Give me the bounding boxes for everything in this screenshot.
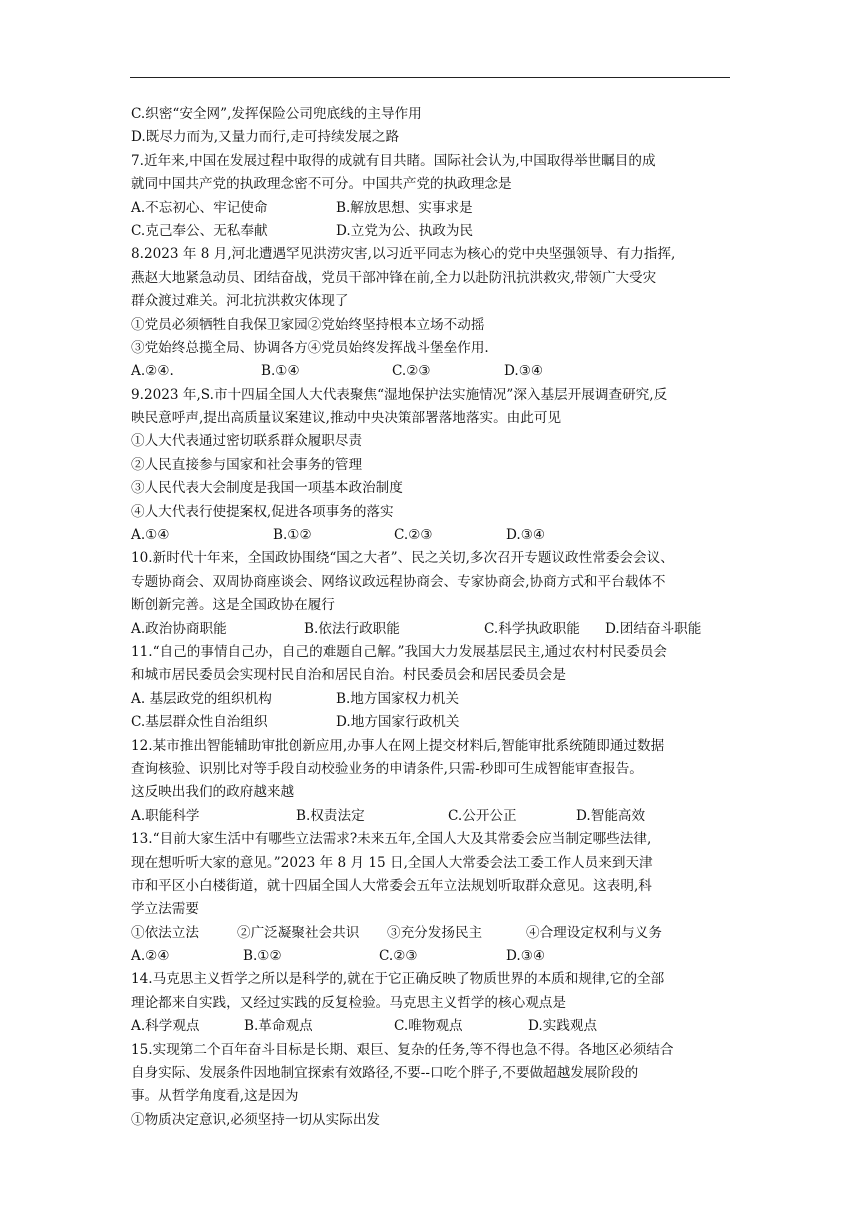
option-item: B.解放思想、实事求是	[336, 199, 473, 216]
text-line: 查询核验、识别比对等手段自动校验业务的申请条件,只需-秒即可生成智能审查报告。	[131, 760, 643, 777]
option-row	[131, 945, 731, 968]
option-item: B.地方国家权力机关	[336, 690, 460, 707]
option-item: ②广泛凝聚社会共识	[237, 924, 360, 941]
option-item: ③充分发扬民主	[387, 924, 483, 941]
text-line: 15.实现第二个百年奋斗目标是长期、艰巨、复杂的任务,等不得也急不得。各地区必须结合	[131, 1041, 674, 1058]
option-item: D.实践观点	[528, 1018, 598, 1035]
text-line: ③人民代表大会制度是我国一项基本政治制度	[131, 480, 403, 497]
option-item: C.公开公正	[448, 807, 517, 824]
option-item: A.②④.	[131, 363, 174, 380]
option-row	[131, 805, 731, 828]
option-item: A.不忘初心、牢记使命	[131, 199, 268, 216]
text-line: ②人民直接参与国家和社会事务的管理	[131, 456, 363, 473]
text-line: 就同中国共产党的执政理念密不可分。中国共产党的执政理念是	[131, 176, 512, 193]
text-line: 10.新时代十年来，全国政协围绕“国之大者”、民之关切,多次召开专题议政性常委会会议、	[131, 550, 674, 567]
text-line: 事。从哲学角度看,这是因为	[131, 1088, 299, 1105]
text-line: 11.“自己的事情自己办，自己的难题自己解。”我国大力发展基层民主,通过农村村民委员会	[131, 643, 668, 660]
text-line: C.织密“安全网”,发挥保险公司兜底线的主导作用	[131, 106, 422, 122]
option-item: A.政治协商职能	[131, 620, 227, 637]
option-item: C.基层群众性自治组织	[131, 714, 268, 731]
option-item: A.职能科学	[131, 807, 200, 824]
header-rule	[130, 77, 730, 78]
option-item: D.地方国家行政机关	[336, 714, 460, 731]
option-row	[131, 618, 731, 641]
option-item: A.①④	[131, 527, 170, 544]
text-line: 14.马克思主义哲学之所以是科学的,就在于它正确反映了物质世界的本质和规律,它的全部	[131, 971, 665, 988]
text-line: 8.2023 年 8 月,河北遭遇罕见洪涝灾害,以习近平同志为核心的党中央坚强领导、有力指挥,	[131, 246, 676, 263]
text-line: 专题协商会、双周协商座谈会、网络议政远程协商会、专家协商会,协商方式和平台载体不	[131, 573, 666, 590]
text-line: 燕赵大地紧急动员、团结奋战，党员干部冲锋在前,全力以赴防汛抗洪救灾,带领广大受灾	[131, 269, 657, 286]
option-item: ①依法立法	[131, 924, 199, 941]
document-body	[131, 103, 731, 1132]
option-item: D.智能高效	[576, 807, 646, 824]
option-row	[131, 688, 731, 711]
option-item: A.②④	[131, 948, 170, 965]
text-line: 群众渡过难关。河北抗洪救灾体现了	[131, 293, 349, 310]
text-line: 12.某市推出智能辅助审批创新应用,办事人在网上提交材料后,智能审批系统随即通过数据	[131, 737, 665, 754]
option-item: D.立党为公、执政为民	[336, 222, 474, 239]
option-item: B.①④	[261, 363, 300, 380]
option-row	[131, 922, 731, 945]
option-row	[131, 1015, 731, 1038]
option-item: B.依法行政职能	[304, 620, 400, 637]
text-line: 学立法需要	[131, 901, 199, 918]
text-line: ③党始终总揽全局、协调各方④党员始终发挥战斗堡垒作用.	[131, 339, 489, 356]
option-item: C.②③	[392, 363, 431, 380]
text-line: 理论都来自实践，又经过实践的反复检验。马克思主义哲学的核心观点是	[131, 994, 566, 1011]
option-item: D.③④	[506, 948, 546, 965]
text-line: 这反映出我们的政府越来越	[131, 784, 295, 801]
option-row	[131, 711, 731, 734]
option-item: D.团结奋斗职能	[605, 620, 702, 637]
text-line: ①物质决定意识,必须坚持一切从实际出发	[131, 1111, 381, 1128]
text-line: 市和平区小白楼街道，就十四届全国人大常委会五年立法规划听取群众意见。这表明,科	[131, 877, 652, 894]
option-item: B.权责法定	[296, 807, 365, 824]
option-item: B.革命观点	[244, 1018, 313, 1035]
option-row	[131, 220, 731, 243]
option-item: A.科学观点	[131, 1018, 200, 1035]
text-line: 自身实际、发展条件因地制宜探索有效路径,不要--口吃个胖子,不要做超越发展阶段的	[131, 1065, 639, 1082]
option-item: C.唯物观点	[394, 1018, 463, 1035]
text-line: D.既尽力而为,又量力而行,走可持续发展之路	[131, 129, 400, 146]
option-row	[131, 360, 731, 383]
text-line: 现在想听听大家的意见。”2023 年 8 月 15 日,全国人大常委会法工委工作人员来到天津	[131, 854, 653, 871]
option-item: C.科学执政职能	[484, 620, 580, 637]
text-line: ①人大代表通过密切联系群众履职尽责	[131, 433, 363, 450]
option-item: C.②③	[379, 948, 418, 965]
option-item: C.克己奉公、无私奉献	[131, 222, 268, 239]
text-line: ①党员必须牺牲自我保卫家园②党始终坚持根本立场不动摇	[131, 316, 485, 333]
option-item: D.③④	[504, 363, 544, 380]
option-item: D.③④	[506, 527, 546, 544]
option-item: ④合理设定权利与义务	[526, 924, 662, 941]
option-item: C.②③	[394, 527, 433, 544]
option-item: B.①②	[273, 527, 312, 544]
text-line: 13.“目前大家生活中有哪些立法需求?未来五年,全国人大及其常委会应当制定哪些法律,	[131, 831, 652, 848]
text-line: 9.2023 年,S.市十四届全国人大代表聚焦“湿地保护法实施情况”深入基层开展调查研究,反	[131, 386, 668, 403]
text-line: ④人大代表行使提案权,促进各项事务的落实	[131, 503, 394, 520]
text-line: 和城市居民委员会实现村民自治和居民自治。村民委员会和居民委员会是	[131, 667, 566, 684]
text-line: 断创新完善。这是全国政协在履行	[131, 597, 335, 614]
text-line: 映民意呼声,提出高质量议案建议,推动中央决策部署落地落实。由此可见	[131, 410, 562, 427]
option-row	[131, 524, 731, 547]
option-item: B.①②	[243, 948, 282, 965]
option-row	[131, 197, 731, 220]
text-line: 7.近年来,中国在发展过程中取得的成就有目共睹。国际社会认为,中国取得举世瞩目的成	[131, 152, 656, 169]
option-item: A. 基层政党的组织机构	[131, 690, 272, 707]
